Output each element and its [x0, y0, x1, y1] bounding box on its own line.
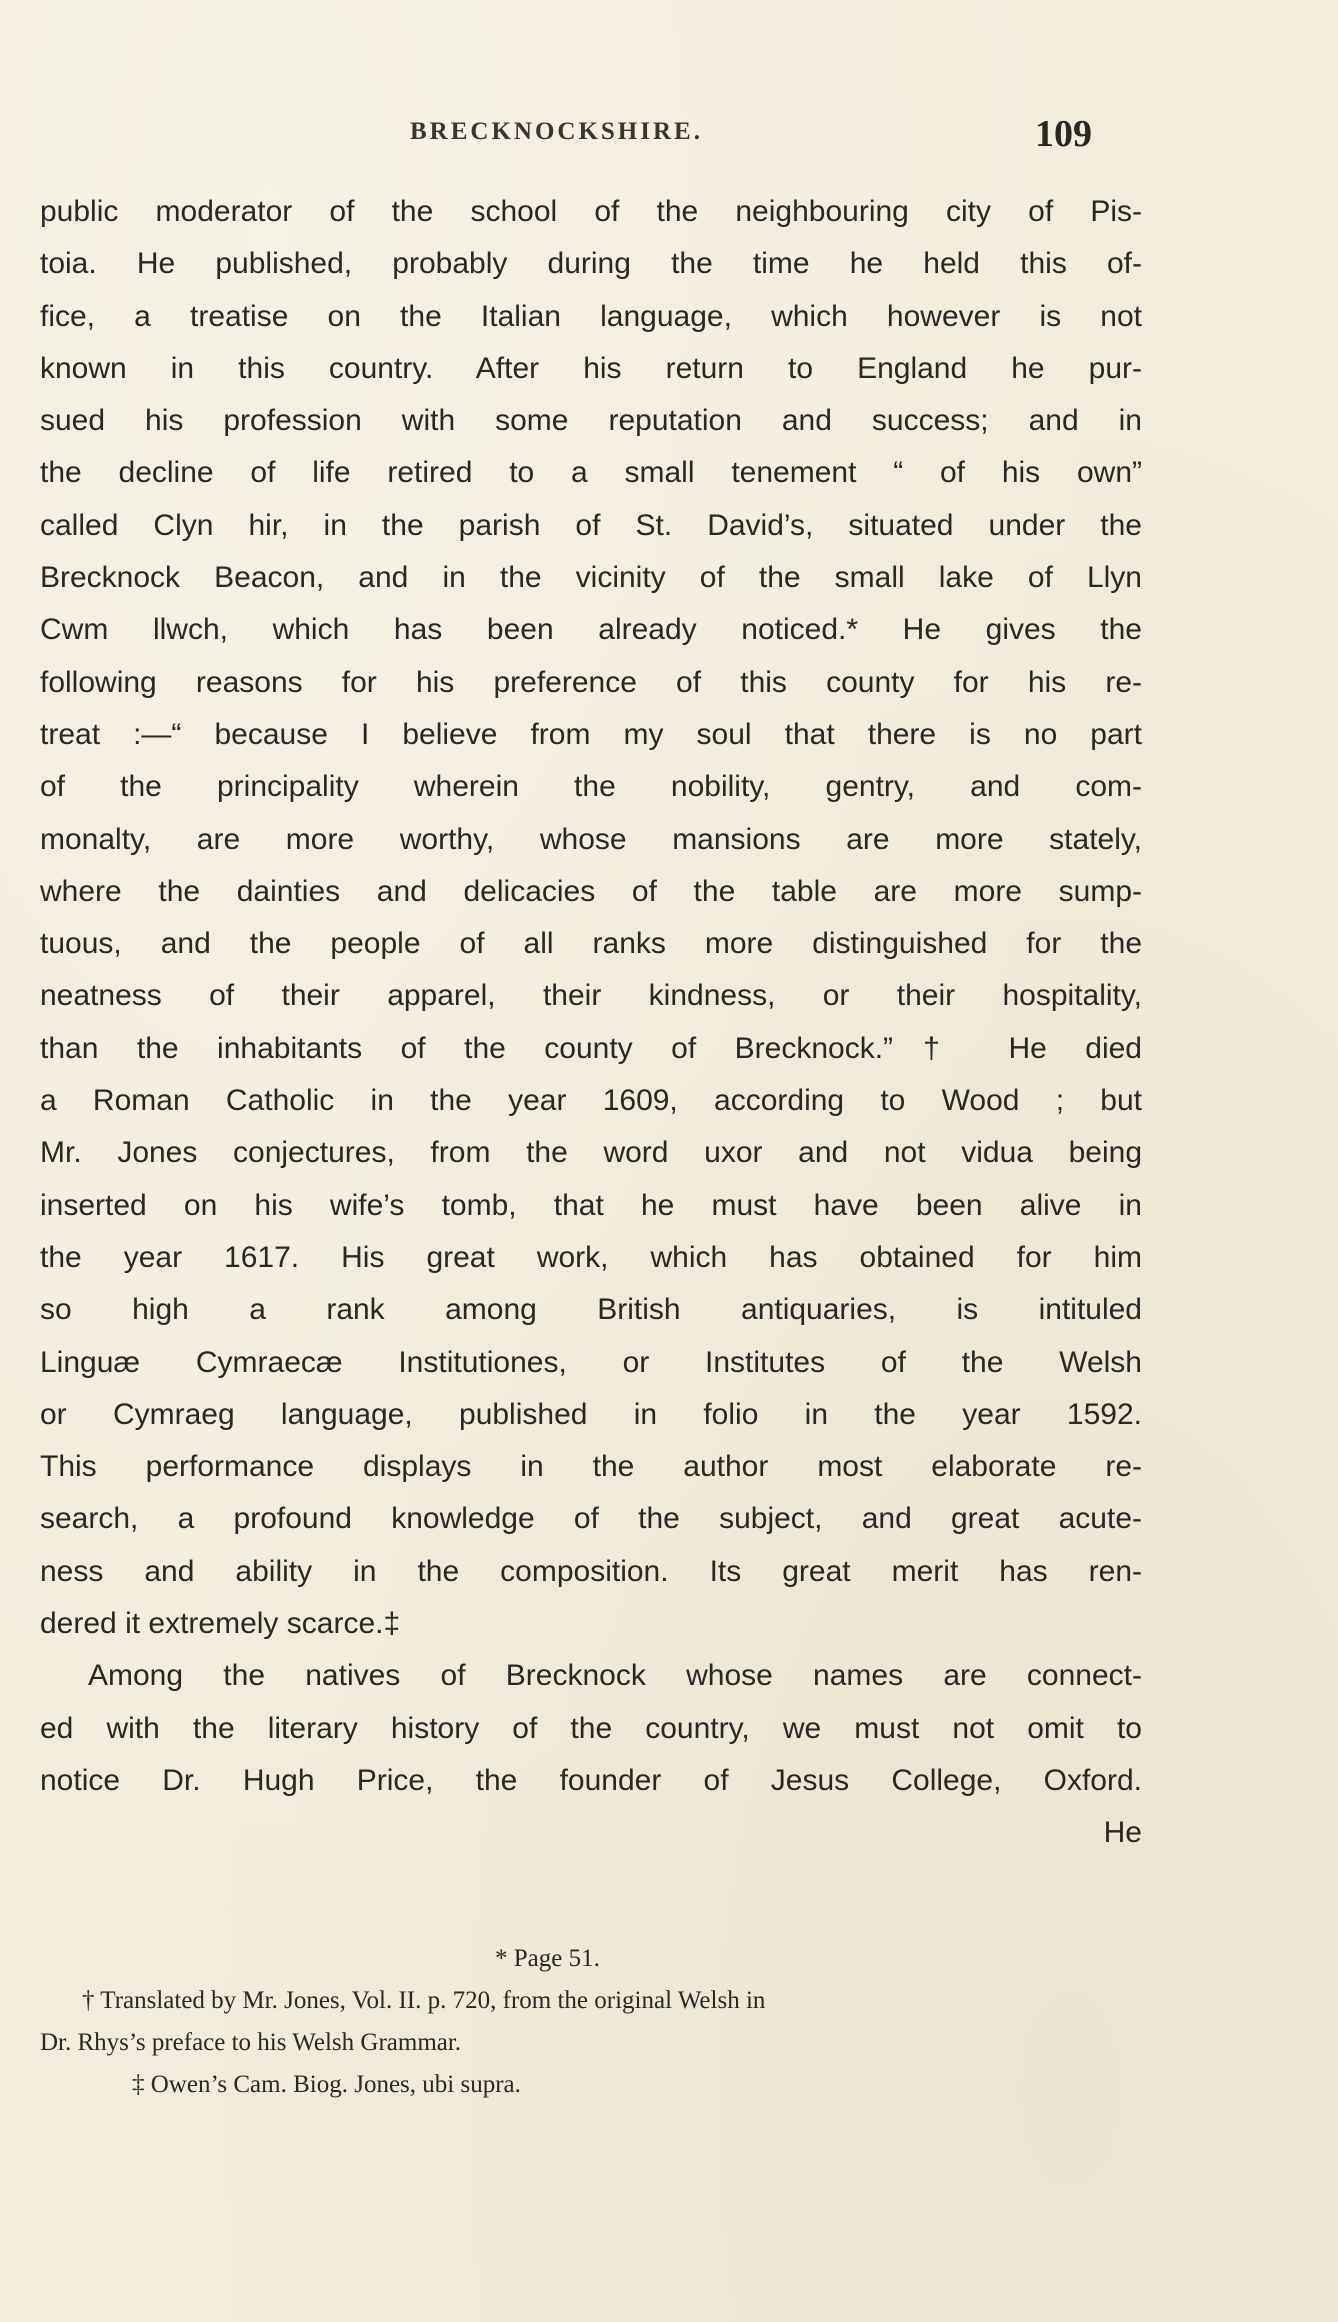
text-line: inserted on his wife’s tomb, that he must have been alive in: [40, 1188, 1142, 1222]
text-line: toia. He published, probably during the time he held this of-: [40, 247, 1142, 281]
running-title: BRECKNOCKSHIRE.: [410, 118, 703, 145]
page-number: 109: [1035, 113, 1092, 155]
text-line: This performance displays in the author most elaborate re-: [40, 1450, 1142, 1484]
text-line: than the inhabitants of the county of Brecknock.”† He died: [40, 1031, 1142, 1065]
text-line: or Cymraeg language, published in folio in the year 1592.: [40, 1397, 1142, 1431]
text-line: Linguæ Cymraecæ Institutiones, or Institutes of the Welsh: [40, 1345, 1142, 1379]
text-line: sued his profession with some reputation and success; and in: [40, 404, 1142, 438]
text-line: public moderator of the school of the neighbouring city of Pis-: [40, 195, 1142, 228]
text-line: of the principality wherein the nobility, gentry, and com-: [40, 770, 1142, 804]
text-line: Mr. Jones conjectures, from the word uxor and not vidua being: [40, 1136, 1142, 1170]
footnote-dagger-continued: Dr. Rhys’s preface to his Welsh Grammar.: [40, 2029, 462, 2056]
text-line: the year 1617. His great work, which has obtained for him: [40, 1240, 1142, 1274]
text-line: following reasons for his preference of this county for his re-: [40, 665, 1142, 699]
footnote-double-dagger: ‡ Owen’s Cam. Biog. Jones, ubi supra.: [132, 2071, 521, 2098]
text-line: ed with the literary history of the country, we must not omit to: [40, 1711, 1142, 1745]
text-line: fice, a treatise on the Italian language, which however is not: [40, 299, 1142, 333]
running-head: [0, 113, 1338, 158]
footnotes: [40, 1938, 1142, 2106]
text-line: dered it extremely scarce.‡: [40, 1607, 401, 1641]
text-line: search, a profound knowledge of the subject, and great acute-: [40, 1502, 1142, 1536]
text-line: the decline of life retired to a small tenement “ of his own”: [40, 456, 1142, 490]
text-line: Brecknock Beacon, and in the vicinity of the small lake of Llyn: [40, 561, 1142, 595]
text-line: where the dainties and delicacies of the table are more sump-: [40, 874, 1142, 908]
text-line: monalty, are more worthy, whose mansions are more stately,: [40, 822, 1142, 856]
text-line: known in this country. After his return to England he pur-: [40, 351, 1142, 385]
text-line: called Clyn hir, in the parish of St. David’s, situated under the: [40, 508, 1142, 542]
text-line: tuous, and the people of all ranks more distinguished for the: [40, 927, 1142, 961]
text-line: neatness of their apparel, their kindness, or their hospitality,: [40, 979, 1142, 1013]
text-line: Cwm llwch, which has been already noticed.* He gives the: [40, 613, 1142, 647]
text-line: a Roman Catholic in the year 1609, according to Wood ; but: [40, 1084, 1142, 1118]
text-line: Among the natives of Brecknock whose names are connect-: [88, 1659, 1142, 1693]
text-line: treat :—“ because I believe from my soul that there is no part: [40, 717, 1142, 751]
footnote-star: * Page 51.: [495, 1945, 600, 1972]
text-line: so high a rank among British antiquaries, is intituled: [40, 1293, 1142, 1327]
body-text: [40, 186, 1142, 1860]
text-line: notice Dr. Hugh Price, the founder of Jesus College, Oxford.: [40, 1763, 1142, 1797]
text-line: ness and ability in the composition. Its great merit has ren-: [40, 1554, 1142, 1588]
footnote-dagger: † Translated by Mr. Jones, Vol. II. p. 720, from the original Welsh in: [82, 1987, 766, 2014]
catchword: He: [1103, 1816, 1142, 1850]
